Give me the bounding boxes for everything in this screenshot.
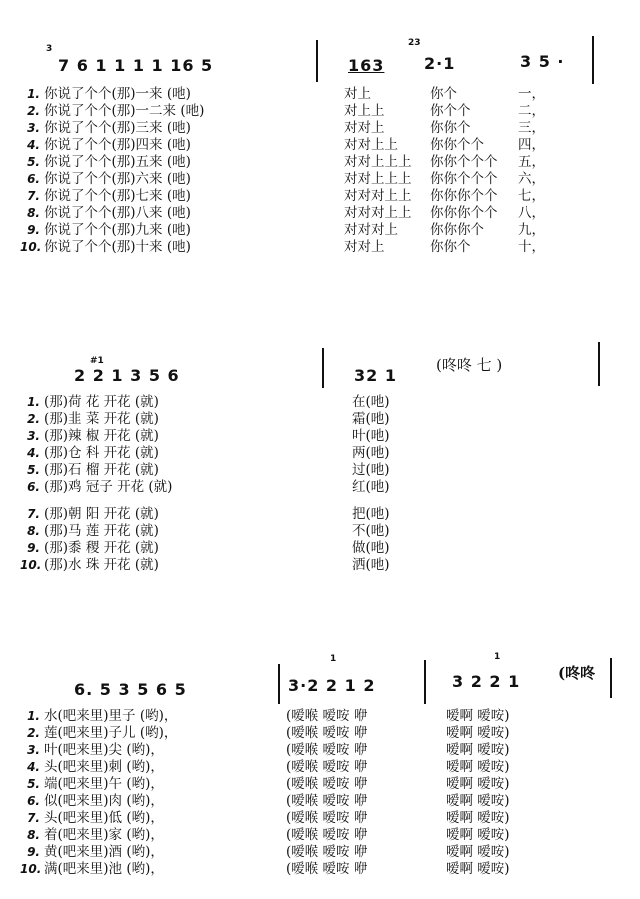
percussion-text: (咚咚 七 ) [436, 356, 503, 374]
lyric-cell: 一， [518, 86, 545, 102]
lyric-cell: 你你个 [430, 120, 471, 136]
notation-line: 6. 5 3 5 6 5 [74, 680, 187, 699]
lyric-cell: 对对对上上 [344, 188, 412, 204]
lyric-cell: (嗳喉 嗳咹 咿 [286, 776, 368, 792]
lyric-cell: 对对对上上 [344, 205, 412, 221]
lyric-cell: (嗳喉 嗳咹 咿 [286, 742, 368, 758]
lyric-cell: 嗳啊 嗳咹) [446, 708, 510, 724]
notation-line: 3 5 · [520, 52, 565, 71]
lyric-cell: 红(吔) [352, 479, 390, 495]
lyric-cell: (嗳喉 嗳咹 咿 [286, 793, 368, 809]
lyric-cell: 你你你个个 [430, 188, 498, 204]
lyric-cell: (嗳喉 嗳咹 咿 [286, 708, 368, 724]
lyric-cell: 对对上 [344, 239, 385, 255]
lyric-row: 10. 满(吧来里)池 (哟)， [20, 861, 164, 877]
lyric-cell: 把(吔) [352, 506, 390, 522]
lyric-row: 9. 你说了个个(那)九来 (吔) [27, 222, 191, 238]
lyric-cell: 对对上上上 [344, 154, 412, 170]
lyric-cell: 过(吔) [352, 462, 390, 478]
lyrics-column [20, 86, 204, 256]
lyric-cell: 嗳啊 嗳咹) [446, 725, 510, 741]
lyrics-column [518, 86, 545, 256]
lyric-row: 8. 你说了个个(那)八来 (吔) [27, 205, 191, 221]
lyric-row: 9. (那)黍 稷 开花 (就) [27, 540, 159, 556]
notation-line: 3·2 2 1 2 [288, 676, 376, 695]
lyric-row: 5. (那)石 榴 开花 (就) [27, 462, 159, 478]
lyric-row: 5. 你说了个个(那)五来 (吔) [27, 154, 191, 170]
lyric-cell: 你你个个 [430, 137, 484, 153]
lyric-row: 1. (那)荷 花 开花 (就) [27, 394, 159, 410]
lyric-cell: 六， [518, 171, 545, 187]
lyric-cell: 对对上上 [344, 137, 398, 153]
notation-line: 3 2 2 1 [452, 672, 521, 691]
lyric-cell: 九， [518, 222, 545, 238]
lyric-row: 3. (那)辣 椒 开花 (就) [27, 428, 159, 444]
bar-line [610, 658, 612, 698]
lyric-row: 2. 莲(吧来里)子儿 (哟)， [27, 725, 178, 741]
lyric-row: 6. (那)鸡 冠子 开花 (就) [27, 479, 173, 495]
lyric-cell: 洒(吔) [352, 557, 390, 573]
bar-line [316, 40, 318, 82]
lyric-cell: 你你个 [430, 239, 471, 255]
lyric-cell: (嗳喉 嗳咹 咿 [286, 861, 368, 877]
lyric-row: 3. 你说了个个(那)三来 (吔) [27, 120, 191, 136]
lyric-row: 4. 你说了个个(那)四来 (吔) [27, 137, 191, 153]
lyric-cell: (嗳喉 嗳咹 咿 [286, 725, 368, 741]
lyrics-column [286, 708, 367, 878]
lyric-row: 2. 你说了个个(那)一二来 (吔) [27, 103, 205, 119]
lyric-cell: 叶(吔) [352, 428, 390, 444]
lyric-cell: (嗳喉 嗳咹 咿 [286, 827, 368, 843]
lyric-cell: 嗳啊 嗳咹) [446, 742, 510, 758]
lyric-cell: 嗳啊 嗳咹) [446, 861, 510, 877]
bar-line [322, 348, 324, 388]
grace-note: 1 [330, 654, 337, 664]
lyric-row: 7. 头(吧来里)低 (哟)， [27, 810, 164, 826]
lyrics-column [352, 394, 390, 574]
lyric-cell: 不(吔) [352, 523, 390, 539]
lyric-cell: 五， [518, 154, 545, 170]
lyric-row: 7. (那)朝 阳 开花 (就) [27, 506, 159, 522]
lyric-row: 1. 你说了个个(那)一来 (吔) [27, 86, 191, 102]
lyric-cell: 你你你个 [430, 222, 484, 238]
lyric-cell: 两(吔) [352, 445, 390, 461]
lyric-cell: 嗳啊 嗳咹) [446, 844, 510, 860]
notation-line: 2 2 1 3 5 6 [74, 366, 180, 385]
lyric-row: 8. 着(吧来里)家 (哟)， [27, 827, 164, 843]
lyric-cell: 嗳啊 嗳咹) [446, 810, 510, 826]
notation-line: 32 1 [354, 366, 397, 385]
lyric-cell: 你你个个个 [430, 154, 498, 170]
lyric-cell: 你个 [430, 86, 457, 102]
grace-note: #1 [90, 356, 104, 366]
lyric-cell: 你个个 [430, 103, 471, 119]
bar-line [592, 36, 594, 84]
lyric-cell: 对上 [344, 86, 371, 102]
lyrics-column [344, 86, 412, 256]
grace-note: 23 [408, 38, 421, 48]
lyric-row: 7. 你说了个个(那)七来 (吔) [27, 188, 191, 204]
bar-line [278, 664, 280, 704]
lyric-row: 10. 你说了个个(那)十来 (吔) [20, 239, 191, 255]
lyric-cell: 四， [518, 137, 545, 153]
bar-line [424, 660, 426, 704]
notation-line: 7 6 1 1 1 1 16 5 [58, 56, 214, 75]
lyric-cell: 对对对上 [344, 222, 398, 238]
lyrics-column [430, 86, 498, 256]
notation-line: 163 [348, 56, 385, 75]
lyric-row: 6. 似(吧来里)肉 (哟)， [27, 793, 164, 809]
lyric-row: 4. 头(吧来里)刺 (哟)， [27, 759, 164, 775]
lyric-cell: 嗳啊 嗳咹) [446, 776, 510, 792]
lyric-cell: 七， [518, 188, 545, 204]
lyric-cell: 你你个个个 [430, 171, 498, 187]
lyric-cell: 霜(吔) [352, 411, 390, 427]
lyric-cell: 对对上上上 [344, 171, 412, 187]
lyric-row: 9. 黄(吧来里)酒 (哟)， [27, 844, 164, 860]
lyric-cell: 三， [518, 120, 545, 136]
lyric-cell: 十， [518, 239, 545, 255]
lyric-row: 5. 端(吧来里)午 (哟)， [27, 776, 164, 792]
lyric-cell: (嗳喉 嗳咹 咿 [286, 759, 368, 775]
lyric-cell: 八， [518, 205, 545, 221]
lyric-cell: 在(吔) [352, 394, 390, 410]
lyric-row: 4. (那)仓 科 开花 (就) [27, 445, 159, 461]
grace-note: 3 [46, 44, 53, 54]
lyric-cell: 嗳啊 嗳咹) [446, 793, 510, 809]
bar-line [598, 342, 600, 386]
lyric-row: 6. 你说了个个(那)六来 (吔) [27, 171, 191, 187]
lyrics-column [20, 394, 172, 574]
lyric-cell: 二， [518, 103, 545, 119]
lyric-row: 2. (那)韭 菜 开花 (就) [27, 411, 159, 427]
lyrics-column [20, 708, 177, 878]
lyric-cell: 嗳啊 嗳咹) [446, 827, 510, 843]
lyric-cell: (嗳喉 嗳咹 咿 [286, 844, 368, 860]
grace-note: 1 [494, 652, 501, 662]
lyric-cell: 做(吔) [352, 540, 390, 556]
lyric-row: 1. 水(吧来里)里子 (哟)， [27, 708, 178, 724]
lyric-row: 8. (那)马 莲 开花 (就) [27, 523, 159, 539]
notation-line: 2·1 [424, 54, 456, 73]
lyric-row: 3. 叶(吧来里)尖 (哟)， [27, 742, 164, 758]
lyrics-column [446, 708, 510, 878]
lyric-cell: (嗳喉 嗳咹 咿 [286, 810, 368, 826]
percussion-text: (咚咚 [558, 664, 596, 682]
lyric-row: 10. (那)水 珠 开花 (就) [20, 557, 159, 573]
lyric-cell: 嗳啊 嗳咹) [446, 759, 510, 775]
lyric-cell: 对上上 [344, 103, 385, 119]
lyric-cell: 对对上 [344, 120, 385, 136]
lyric-cell: 你你你个个 [430, 205, 498, 221]
